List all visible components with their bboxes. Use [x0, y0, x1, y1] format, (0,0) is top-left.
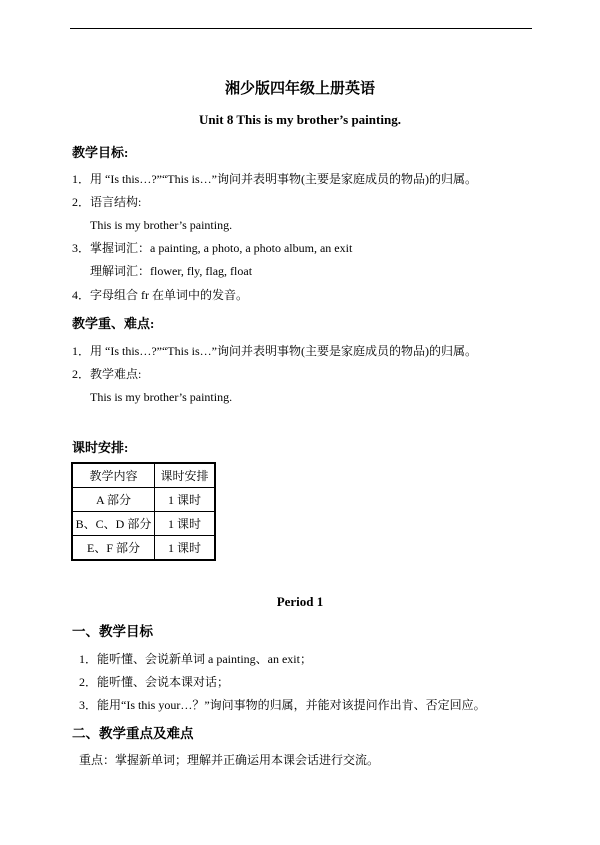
- objective-item: This is my brother’s painting.: [90, 218, 233, 232]
- section1-heading: 一、教学目标: [72, 624, 153, 639]
- table-row: [72, 488, 215, 512]
- section2-heading: 二、教学重点及难点: [72, 726, 194, 741]
- table-row: [72, 512, 215, 536]
- table-cell: E、F 部分: [72, 536, 155, 561]
- section2-text: 重点：掌握新单词；理解并正确运用本课会话进行交流。: [79, 753, 380, 767]
- unit-title: Unit 8 This is my brother’s painting.: [199, 112, 401, 127]
- section1-item: 2．能听懂、会说本课对话；: [79, 675, 230, 689]
- key-point-item: 1．用 “Is this…?”“This is…”询问并表明事物(主要是家庭成员的物品)的归属。: [72, 344, 477, 358]
- key-point-item: This is my brother’s painting.: [90, 390, 233, 404]
- key-point-item: 2．教学难点:: [72, 367, 142, 381]
- table-cell: B、C、D 部分: [72, 512, 155, 536]
- schedule-heading: 课时安排:: [72, 440, 129, 455]
- table-row: [72, 536, 215, 561]
- objective-item: 理解词汇：flower, fly, flag, float: [90, 264, 253, 278]
- objectives-heading: 教学目标:: [72, 145, 129, 160]
- table-cell: 1 课时: [155, 488, 216, 512]
- table-header-cell: 教学内容: [72, 463, 155, 488]
- period-title: Period 1: [276, 594, 324, 609]
- objective-item: 2．语言结构:: [72, 195, 142, 209]
- document-title: 湘少版四年级上册英语: [224, 81, 375, 97]
- section1-item: 3．能用“Is this your…？”询问事物的归属，并能对该提问作出肯、否定回应。: [79, 698, 486, 712]
- section1-item: 1．能听懂、会说新单词 a painting、an exit；: [79, 652, 312, 666]
- header-rule: [70, 28, 532, 29]
- schedule-table: [71, 462, 216, 561]
- table-cell: 1 课时: [155, 512, 216, 536]
- table-cell: A 部分: [72, 488, 155, 512]
- key-points-heading: 教学重、难点:: [72, 316, 155, 331]
- table-cell: 1 课时: [155, 536, 216, 561]
- objective-item: 3．掌握词汇：a painting, a photo, a photo album, an exit: [72, 241, 353, 255]
- objective-item: 4．字母组合 fr 在单词中的发音。: [72, 288, 248, 302]
- objective-item: 1．用 “Is this…?”“This is…”询问并表明事物(主要是家庭成员的物品)的归属。: [72, 172, 477, 186]
- table-header-row: [72, 463, 215, 488]
- table-header-cell: 课时安排: [155, 463, 216, 488]
